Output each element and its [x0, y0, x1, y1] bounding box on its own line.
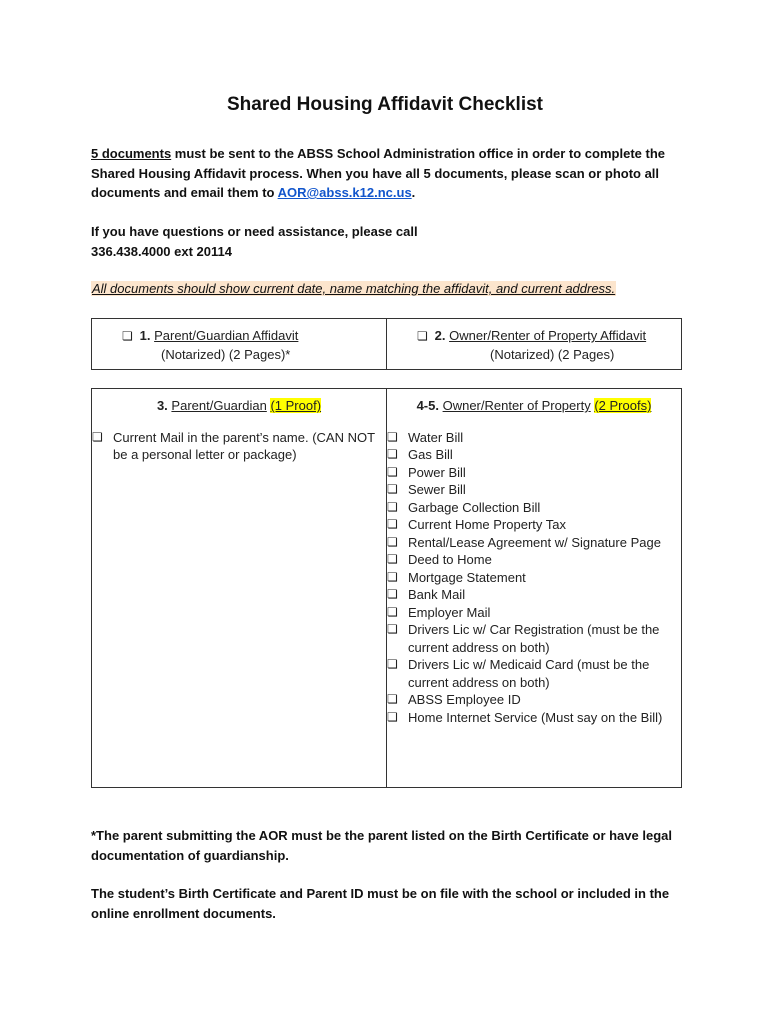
parent-proof-cell [92, 389, 387, 788]
list-item: ❏ Water Bill [387, 429, 464, 445]
list-item: ❏ Current Mail in the parent’s name. (CAN NOT be a personal letter or package) [92, 429, 375, 462]
checkbox-icon[interactable]: ❏ [387, 604, 398, 619]
owner-proof-number: 4-5. [416, 398, 439, 413]
affidavit-table [91, 318, 682, 370]
owner-proof-label: Owner/Renter of Property [442, 398, 591, 413]
contact-line-1: If you have questions or need assistance, please call [91, 224, 418, 239]
checkbox-icon[interactable]: ❏ [387, 569, 398, 584]
checkbox-icon[interactable]: ❏ [122, 329, 133, 343]
list-item: ❏ Rental/Lease Agreement w/ Signature Page [387, 534, 661, 550]
checkbox-icon[interactable]: ❏ [387, 657, 398, 671]
parent-proof-count: (1 Proof) [270, 398, 322, 413]
contact-phone: 336.438.4000 ext 20114 [91, 243, 232, 259]
affidavit-1-detail: (Notarized) (2 Pages)* [161, 346, 291, 362]
list-item: ❏ Current Home Property Tax [387, 517, 566, 532]
footnote-guardian: *The parent submitting the AOR must be the parent listed on the Birth Certificate or have legal documentation of guardianship. [91, 828, 672, 863]
affidavit-2-label: Owner/Renter of Property Affidavit [449, 328, 647, 343]
checkbox-icon[interactable]: ❏ [387, 587, 398, 601]
list-item: ❏ Home Internet Service (Must say on the Bill) [387, 709, 663, 725]
checkbox-icon[interactable]: ❏ [387, 534, 398, 549]
list-item: ❏ Deed to Home [387, 552, 492, 567]
affidavit-1-label: Parent/Guardian Affidavit [154, 328, 299, 343]
affidavit-2-detail: (Notarized) (2 Pages) [490, 346, 615, 362]
owner-proof-count: (2 Proofs) [594, 398, 652, 413]
checkbox-icon[interactable]: ❏ [387, 552, 398, 566]
checkbox-icon[interactable]: ❏ [387, 429, 398, 444]
intro-paragraph [91, 144, 691, 203]
list-item: ❏ Drivers Lic w/ Medicaid Card (must be the current address on both) [387, 657, 650, 690]
intro-text-1: must be sent to the ABSS School Administration office in order to complete the Shared Housing Affidavit process. When you have all 5 documents, please scan or photo all documents and email them to [91, 146, 665, 200]
footnote-birth-certificate: The student’s Birth Certificate and Parent ID must be on file with the school or included in the online enrollment documents. [91, 886, 670, 921]
list-item: ❏ Bank Mail [387, 587, 466, 602]
contact-paragraph [91, 222, 691, 261]
checkbox-icon[interactable]: ❏ [387, 447, 398, 461]
affidavit-cell-1 [92, 319, 387, 370]
list-item: ❏ Garbage Collection Bill [387, 499, 541, 515]
checkbox-icon[interactable]: ❏ [387, 499, 398, 514]
checkbox-icon[interactable]: ❏ [92, 429, 103, 444]
intro-text-2: . [411, 185, 416, 200]
page-title: Shared Housing Affidavit Checklist [226, 94, 543, 115]
proofs-table [91, 388, 682, 788]
checkbox-icon[interactable]: ❏ [387, 709, 398, 724]
checkbox-icon[interactable]: ❏ [387, 464, 398, 479]
documents-note: All documents should show current date, name matching the affidavit, and current address. [92, 281, 616, 296]
docs-count: 5 documents [91, 146, 172, 161]
checkbox-icon[interactable]: ❏ [387, 482, 398, 496]
email-link[interactable]: AOR@abss.k12.nc.us [277, 185, 412, 200]
list-item: ❏ Power Bill [387, 464, 466, 480]
list-item: ❏ Drivers Lic w/ Car Registration (must be the current address on both) [387, 622, 660, 655]
owner-proof-cell [387, 389, 682, 788]
owner-proof-list [387, 429, 681, 727]
affidavit-2-number: 2. [434, 328, 446, 343]
list-item: ❏ ABSS Employee ID [387, 692, 521, 707]
checkbox-icon[interactable]: ❏ [387, 692, 398, 706]
checkbox-icon[interactable]: ❏ [417, 329, 428, 343]
owner-proof-header [387, 389, 681, 415]
list-item: ❏ Gas Bill [387, 447, 453, 462]
parent-proof-header [92, 389, 386, 415]
list-item: ❏ Mortgage Statement [387, 569, 526, 585]
list-item: ❏ Employer Mail [387, 604, 491, 620]
affidavit-1-number: 1. [139, 328, 151, 343]
affidavit-cell-2 [387, 319, 682, 370]
parent-proof-number: 3. [156, 398, 168, 413]
parent-proof-label: Parent/Guardian [171, 398, 267, 413]
checkbox-icon[interactable]: ❏ [387, 517, 398, 531]
checkbox-icon[interactable]: ❏ [387, 622, 398, 636]
list-item: ❏ Sewer Bill [387, 482, 466, 497]
parent-proof-list [92, 429, 386, 464]
